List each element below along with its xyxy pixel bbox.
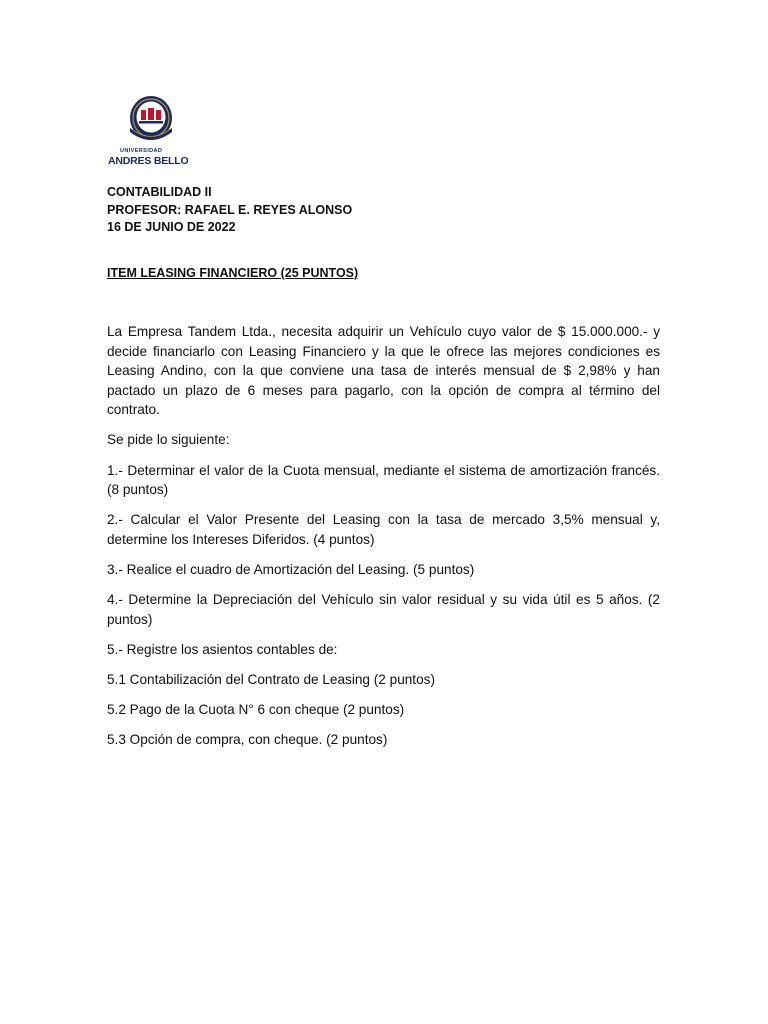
course-name: CONTABILIDAD II [107, 185, 212, 199]
question-5-1: 5.1 Contabilización del Contrato de Leasing (2 puntos) [107, 671, 435, 687]
document-body [107, 322, 660, 760]
university-logo [108, 88, 194, 170]
question-5-2: 5.2 Pago de la Cuota N° 6 con cheque (2 puntos) [107, 701, 405, 717]
question-1: 1.- Determinar el valor de la Cuota mensual, mediante el sistema de amortización francés. (8 puntos) [107, 462, 660, 498]
section-title: ITEM LEASING FINANCIERO (25 PUNTOS) [107, 266, 359, 280]
document-header [107, 184, 352, 237]
question-4: 4.- Determine la Depreciación del Vehículo sin valor residual y su vida útil es 5 años. (2 puntos) [107, 592, 660, 627]
intro-paragraph: La Empresa Tandem Ltda., necesita adquirir un Vehículo cuyo valor de $ 15.000.000.- y decide financiarlo con Leasing Financiero y la que le ofrece las mejores condiciones es Leasing Andino, con la que conviene una tasa de interés mensual de $ 2,98% y han pactado un plazo de 6 meses para pagarlo, con la opción de compra al término del contrato. [107, 324, 660, 418]
logo-text-universidad: UNIVERSIDAD [120, 148, 163, 154]
question-5-3: 5.3 Opción de compra, con cheque. (2 puntos) [107, 732, 388, 747]
exam-date: 16 DE JUNIO DE 2022 [107, 220, 236, 234]
university-crest-icon [108, 88, 194, 150]
question-2: 2.- Calcular el Valor Presente del Leasing con la tasa de mercado 3,5% mensual y, determine los Intereses Diferidos. (4 puntos) [107, 512, 660, 547]
professor-name: PROFESOR: RAFAEL E. REYES ALONSO [107, 202, 353, 217]
instructions-prompt: Se pide lo siguiente: [107, 432, 230, 448]
question-3: 3.- Realice el cuadro de Amortización del Leasing. (5 puntos) [107, 561, 475, 577]
logo-text-andres-bello: ANDRES BELLO [108, 155, 189, 167]
question-5: 5.- Registre los asientos contables de: [107, 641, 338, 657]
